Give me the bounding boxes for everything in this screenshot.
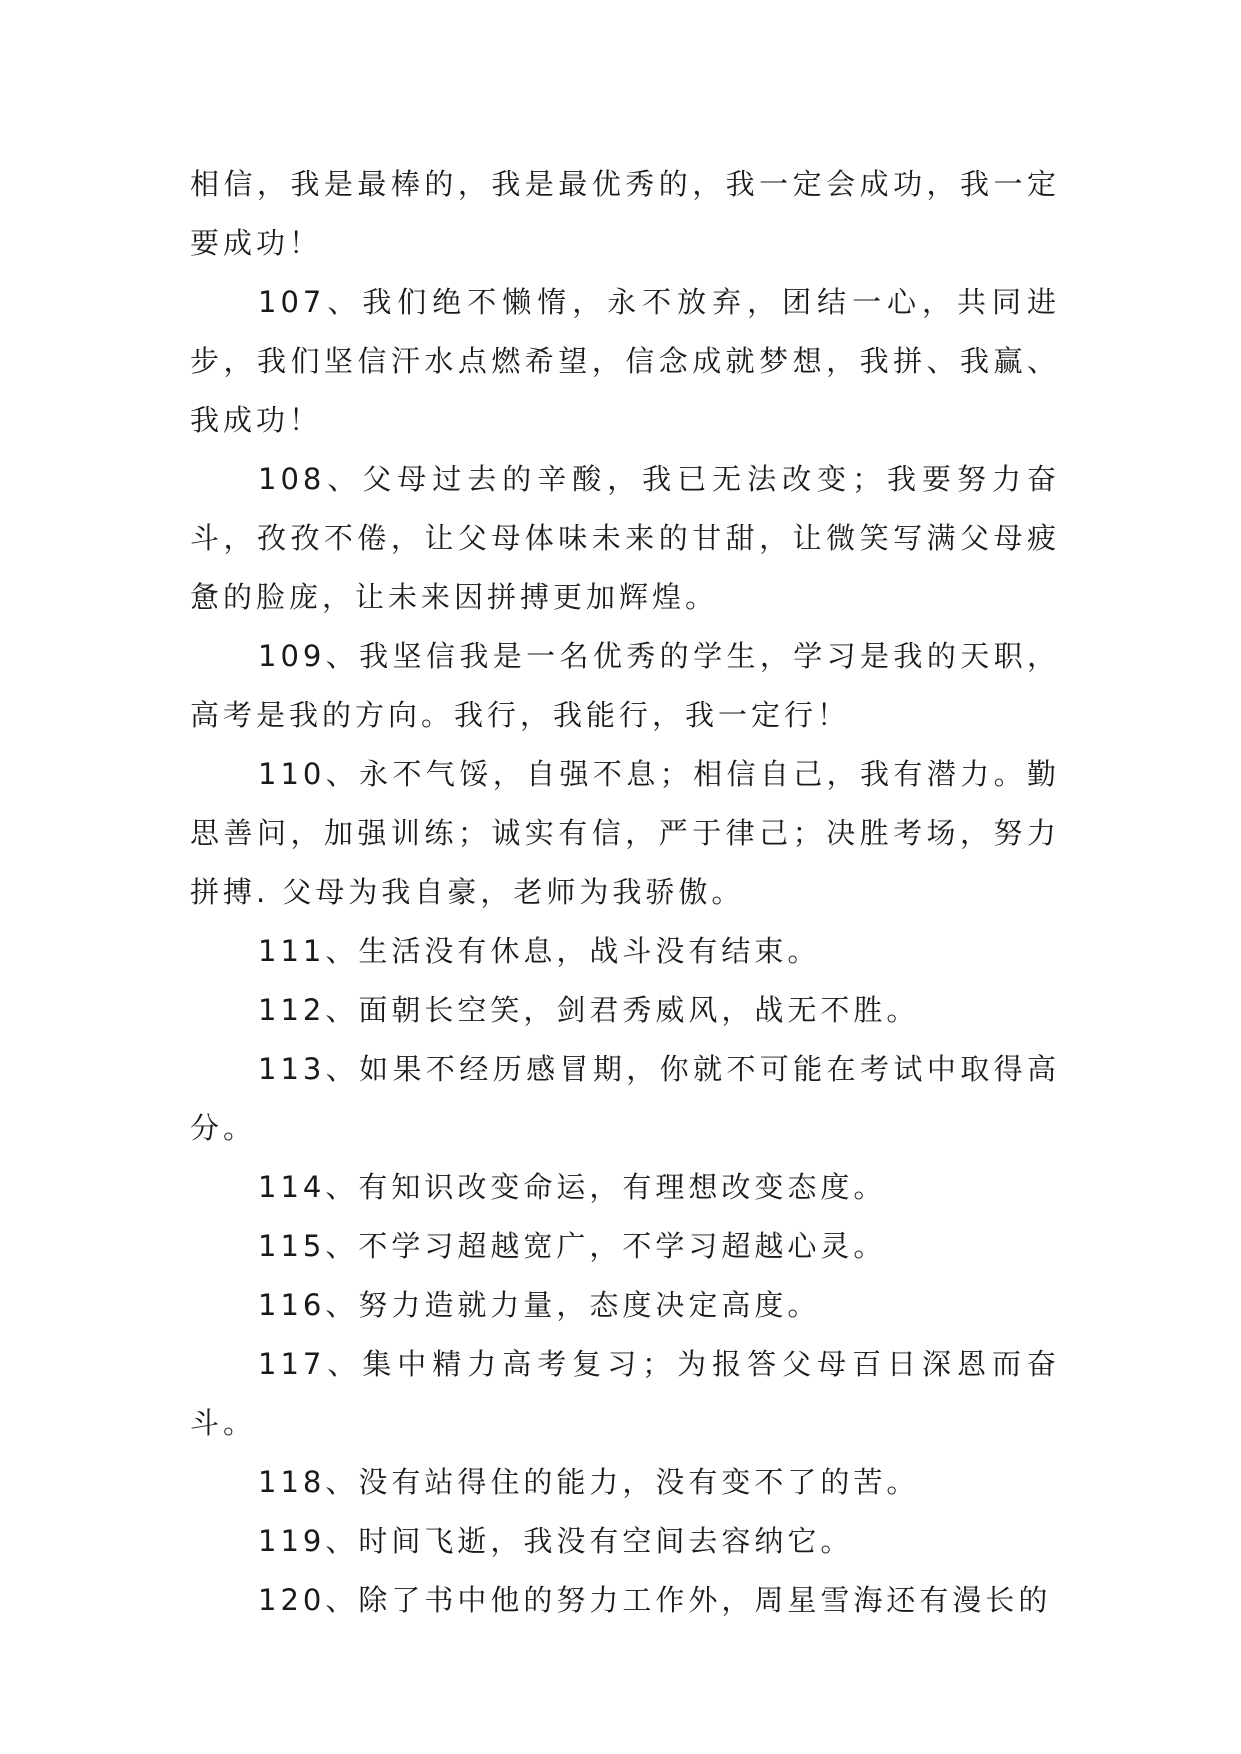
paragraph-108: 108、父母过去的辛酸，我已无法改变；我要努力奋斗，孜孜不倦，让父母体味未来的甘甜，让微笑写满父母疲惫的脸庞，让未来因拼搏更加辉煌。	[190, 462, 1060, 614]
paragraph-110: 110、永不气馁，自强不息；相信自己，我有潜力。勤思善问，加强训练；诚实有信，严于律己；决胜考场，努力拼搏. 父母为我自豪，老师为我骄傲。	[190, 757, 1060, 909]
paragraph-119: 119、时间飞逝，我没有空间去容纳它。	[258, 1524, 854, 1558]
paragraph-115: 115、不学习超越宽广，不学习超越心灵。	[258, 1229, 887, 1263]
paragraph-112: 112、面朝长空笑，剑君秀威风，战无不胜。	[258, 993, 920, 1027]
paragraph-111: 111、生活没有休息，战斗没有结束。	[258, 934, 821, 968]
paragraph-118: 118、没有站得住的能力，没有变不了的苦。	[258, 1465, 920, 1499]
paragraph-107: 107、我们绝不懒惰，永不放弃，团结一心，共同进步，我们坚信汗水点燃希望，信念成就梦想，我拼、我赢、我成功！	[190, 285, 1060, 437]
paragraph-114: 114、有知识改变命运，有理想改变态度。	[258, 1170, 887, 1204]
document-body	[190, 155, 1060, 1630]
paragraph-continuation: 相信，我是最棒的，我是最优秀的，我一定会成功，我一定要成功！	[190, 167, 1060, 260]
paragraph-113: 113、如果不经历感冒期，你就不可能在考试中取得高分。	[190, 1052, 1060, 1145]
paragraph-120: 120、除了书中他的努力工作外，周星雪海还有漫长的	[258, 1583, 1052, 1617]
paragraph-116: 116、努力造就力量，态度决定高度。	[258, 1288, 821, 1322]
paragraph-117: 117、集中精力高考复习；为报答父母百日深恩而奋斗。	[190, 1347, 1060, 1440]
paragraph-109: 109、我坚信我是一名优秀的学生，学习是我的天职，高考是我的方向。我行，我能行，我一定行！	[190, 639, 1060, 732]
